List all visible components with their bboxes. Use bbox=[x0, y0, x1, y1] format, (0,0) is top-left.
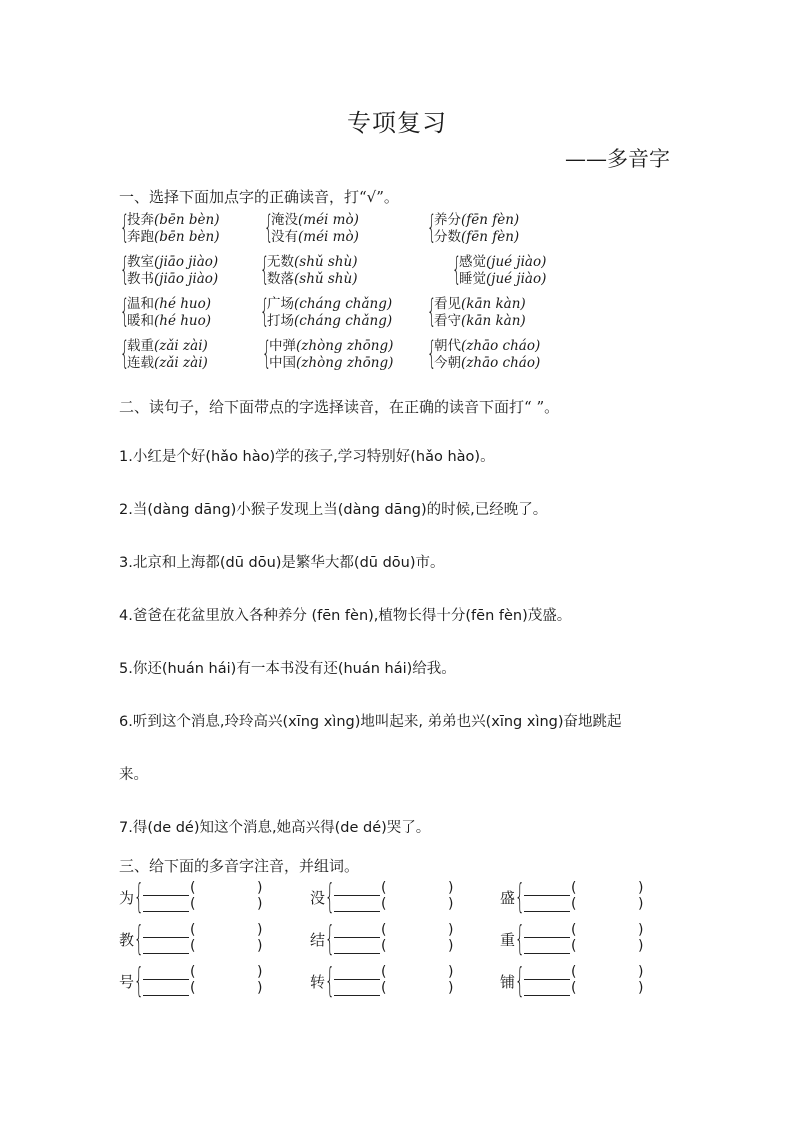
sentence-4: 4.爸爸在花盆里放入各种养分 (fēn fèn),植物长得十分(fēn fèn)茂盛。 bbox=[119, 608, 572, 624]
pinyin-options[interactable]: (zǎi zài) bbox=[154, 338, 208, 354]
polyphone-item bbox=[500, 961, 660, 1001]
pinyin-options[interactable]: (zǎi zài) bbox=[154, 355, 208, 371]
word-text: 睡觉 bbox=[459, 271, 486, 287]
word-line bbox=[122, 271, 218, 288]
word-text: 看见 bbox=[434, 296, 461, 312]
open-paren: ( bbox=[571, 880, 577, 896]
pinyin-options[interactable]: (hé huo) bbox=[154, 296, 212, 312]
word-line bbox=[262, 313, 392, 330]
answer-line[interactable] bbox=[143, 953, 189, 954]
word-line bbox=[122, 338, 208, 355]
word-text: 打场 bbox=[267, 313, 294, 329]
word-text: 没有 bbox=[271, 229, 298, 245]
word-line bbox=[266, 229, 359, 246]
close-paren: ) bbox=[638, 896, 644, 912]
word-group bbox=[260, 250, 358, 288]
word-text: 广场 bbox=[267, 296, 294, 312]
word-line bbox=[429, 212, 519, 229]
page-subtitle: ——多音字 bbox=[565, 147, 670, 171]
brace-icon: { bbox=[120, 334, 130, 372]
polyphone-char: 教 bbox=[119, 931, 135, 949]
polyphone-char: 盛 bbox=[500, 889, 516, 907]
brace-icon: { bbox=[134, 961, 144, 1001]
word-line bbox=[122, 229, 219, 246]
brace-icon: { bbox=[120, 208, 130, 246]
answer-line[interactable] bbox=[524, 895, 570, 896]
word-text: 教室 bbox=[127, 254, 154, 270]
word-line bbox=[454, 271, 546, 288]
word-group bbox=[262, 334, 394, 372]
sentence-1: 1.小红是个好(hǎo hào)学的孩子,学习特别好(hǎo hào)。 bbox=[119, 449, 495, 465]
word-text: 无数 bbox=[267, 254, 294, 270]
word-line bbox=[122, 212, 219, 229]
polyphone-item bbox=[310, 919, 470, 959]
word-group bbox=[452, 250, 547, 288]
word-text: 奔跑 bbox=[127, 229, 154, 245]
close-paren: ) bbox=[257, 922, 263, 938]
answer-line[interactable] bbox=[143, 937, 189, 938]
word-line bbox=[262, 296, 392, 313]
section3-heading: 三、给下面的多音字注音，并组词。 bbox=[119, 857, 360, 875]
word-text: 连载 bbox=[127, 355, 154, 371]
pinyin-options[interactable]: (jiāo jiào) bbox=[154, 254, 219, 270]
pinyin-options[interactable]: (hé huo) bbox=[154, 313, 212, 329]
pinyin-options[interactable]: (jiāo jiào) bbox=[154, 271, 219, 287]
word-text: 今朝 bbox=[434, 355, 461, 371]
word-text: 分数 bbox=[434, 229, 461, 245]
word-line bbox=[429, 229, 519, 246]
brace-icon: { bbox=[120, 292, 130, 330]
brace-icon: { bbox=[452, 250, 462, 288]
pinyin-options[interactable]: (cháng chǎng) bbox=[294, 296, 393, 312]
polyphone-item bbox=[500, 877, 660, 917]
open-paren: ( bbox=[190, 964, 196, 980]
word-line bbox=[122, 254, 218, 271]
close-paren: ) bbox=[448, 880, 454, 896]
close-paren: ) bbox=[448, 896, 454, 912]
close-paren: ) bbox=[638, 980, 644, 996]
brace-icon: { bbox=[262, 334, 272, 372]
word-text: 温和 bbox=[127, 296, 154, 312]
open-paren: ( bbox=[571, 938, 577, 954]
close-paren: ) bbox=[257, 896, 263, 912]
word-line bbox=[429, 338, 540, 355]
polyphone-char: 结 bbox=[310, 931, 326, 949]
pinyin-options[interactable]: (fēn fèn) bbox=[461, 212, 520, 228]
open-paren: ( bbox=[381, 896, 387, 912]
close-paren: ) bbox=[257, 964, 263, 980]
answer-line[interactable] bbox=[334, 995, 380, 996]
brace-icon: { bbox=[260, 292, 270, 330]
pinyin-options[interactable]: (zhòng zhōng) bbox=[296, 338, 394, 354]
pinyin-options[interactable]: (jué jiào) bbox=[486, 271, 547, 287]
word-text: 看守 bbox=[434, 313, 461, 329]
word-line bbox=[122, 313, 211, 330]
pinyin-options[interactable]: (kān kàn) bbox=[461, 296, 526, 312]
close-paren: ) bbox=[257, 980, 263, 996]
word-group bbox=[120, 208, 220, 246]
open-paren: ( bbox=[571, 964, 577, 980]
word-text: 投奔 bbox=[127, 212, 154, 228]
pinyin-options[interactable]: (bēn bèn) bbox=[154, 212, 220, 228]
word-group bbox=[120, 292, 212, 330]
word-text: 暖和 bbox=[127, 313, 154, 329]
brace-icon: { bbox=[515, 919, 525, 959]
open-paren: ( bbox=[571, 896, 577, 912]
pinyin-options[interactable]: (cháng chǎng) bbox=[294, 313, 393, 329]
pinyin-options[interactable]: (kān kàn) bbox=[461, 313, 526, 329]
pinyin-options[interactable]: (shǔ shù) bbox=[294, 254, 358, 270]
polyphone-item bbox=[119, 919, 279, 959]
section2-heading: 二、读句子，给下面带点的字选择读音，在正确的读音下面打“ ”。 bbox=[119, 398, 560, 416]
word-line bbox=[454, 254, 546, 271]
brace-icon: { bbox=[120, 250, 130, 288]
brace-icon: { bbox=[515, 877, 525, 917]
pinyin-options[interactable]: (fēn fèn) bbox=[461, 229, 520, 245]
pinyin-options[interactable]: (méi mò) bbox=[298, 212, 359, 228]
answer-line[interactable] bbox=[143, 911, 189, 912]
open-paren: ( bbox=[190, 880, 196, 896]
word-group bbox=[120, 250, 219, 288]
page-title: 专项复习 bbox=[347, 109, 447, 137]
word-group bbox=[264, 208, 359, 246]
open-paren: ( bbox=[381, 880, 387, 896]
pinyin-options[interactable]: (shǔ shù) bbox=[294, 271, 358, 287]
open-paren: ( bbox=[190, 980, 196, 996]
word-line bbox=[264, 338, 393, 355]
brace-icon: { bbox=[134, 919, 144, 959]
open-paren: ( bbox=[571, 980, 577, 996]
word-line bbox=[264, 355, 393, 372]
pinyin-options[interactable]: (zhāo cháo) bbox=[461, 338, 541, 354]
close-paren: ) bbox=[638, 922, 644, 938]
word-text: 淹没 bbox=[271, 212, 298, 228]
brace-icon: { bbox=[134, 877, 144, 917]
polyphone-item bbox=[310, 961, 470, 1001]
open-paren: ( bbox=[381, 938, 387, 954]
open-paren: ( bbox=[381, 922, 387, 938]
polyphone-item bbox=[119, 961, 279, 1001]
open-paren: ( bbox=[571, 922, 577, 938]
answer-line[interactable] bbox=[143, 979, 189, 980]
word-line bbox=[429, 355, 540, 372]
brace-icon: { bbox=[427, 334, 437, 372]
answer-line[interactable] bbox=[334, 937, 380, 938]
sentence-6: 6.听到这个消息,玲玲高兴(xīng xìng)地叫起来, 弟弟也兴(xīng xìng)奋地跳起 bbox=[119, 714, 622, 730]
answer-line[interactable] bbox=[334, 979, 380, 980]
close-paren: ) bbox=[448, 922, 454, 938]
brace-icon: { bbox=[427, 292, 437, 330]
answer-line[interactable] bbox=[524, 953, 570, 954]
close-paren: ) bbox=[448, 980, 454, 996]
word-group bbox=[427, 292, 526, 330]
close-paren: ) bbox=[257, 938, 263, 954]
answer-line[interactable] bbox=[143, 895, 189, 896]
word-line bbox=[429, 296, 526, 313]
word-text: 感觉 bbox=[459, 254, 486, 270]
word-group bbox=[427, 208, 520, 246]
answer-line[interactable] bbox=[524, 911, 570, 912]
word-text: 中国 bbox=[269, 355, 296, 371]
word-text: 养分 bbox=[434, 212, 461, 228]
polyphone-char: 重 bbox=[500, 931, 516, 949]
word-line bbox=[429, 313, 526, 330]
answer-line[interactable] bbox=[334, 953, 380, 954]
answer-line[interactable] bbox=[524, 937, 570, 938]
pinyin-options[interactable]: (bēn bèn) bbox=[154, 229, 220, 245]
sentence-6-cont: 来。 bbox=[119, 767, 148, 783]
word-text: 教书 bbox=[127, 271, 154, 287]
open-paren: ( bbox=[190, 938, 196, 954]
open-paren: ( bbox=[381, 980, 387, 996]
close-paren: ) bbox=[448, 964, 454, 980]
brace-icon: { bbox=[264, 208, 274, 246]
pinyin-options[interactable]: (zhòng zhōng) bbox=[296, 355, 394, 371]
answer-line[interactable] bbox=[334, 895, 380, 896]
answer-line[interactable] bbox=[524, 995, 570, 996]
word-group bbox=[260, 292, 393, 330]
close-paren: ) bbox=[257, 880, 263, 896]
word-line bbox=[122, 355, 208, 372]
word-text: 朝代 bbox=[434, 338, 461, 354]
brace-icon: { bbox=[325, 961, 335, 1001]
close-paren: ) bbox=[638, 964, 644, 980]
close-paren: ) bbox=[638, 938, 644, 954]
answer-line[interactable] bbox=[143, 995, 189, 996]
sentence-2: 2.当(dàng dāng)小猴子发现上当(dàng dāng)的时候,已经晚了。 bbox=[119, 502, 548, 518]
brace-icon: { bbox=[325, 919, 335, 959]
sentence-3: 3.北京和上海都(dū dōu)是繁华大都(dū dōu)市。 bbox=[119, 555, 445, 571]
brace-icon: { bbox=[260, 250, 270, 288]
pinyin-options[interactable]: (méi mò) bbox=[298, 229, 359, 245]
polyphone-item bbox=[310, 877, 470, 917]
polyphone-char: 为 bbox=[119, 889, 135, 907]
polyphone-item bbox=[500, 919, 660, 959]
word-group bbox=[427, 334, 541, 372]
polyphone-char: 转 bbox=[310, 973, 326, 991]
word-text: 载重 bbox=[127, 338, 154, 354]
close-paren: ) bbox=[448, 938, 454, 954]
pinyin-options[interactable]: (jué jiào) bbox=[486, 254, 547, 270]
open-paren: ( bbox=[381, 964, 387, 980]
pinyin-options[interactable]: (zhāo cháo) bbox=[461, 355, 541, 371]
word-text: 中弹 bbox=[269, 338, 296, 354]
answer-line[interactable] bbox=[524, 979, 570, 980]
polyphone-item bbox=[119, 877, 279, 917]
word-group bbox=[120, 334, 208, 372]
polyphone-char: 没 bbox=[310, 889, 326, 907]
brace-icon: { bbox=[427, 208, 437, 246]
close-paren: ) bbox=[638, 880, 644, 896]
brace-icon: { bbox=[325, 877, 335, 917]
answer-line[interactable] bbox=[334, 911, 380, 912]
word-line bbox=[262, 254, 357, 271]
sentence-5: 5.你还(huán hái)有一本书没有还(huán hái)给我。 bbox=[119, 661, 456, 677]
word-line bbox=[122, 296, 211, 313]
word-line bbox=[266, 212, 359, 229]
section1-heading: 一、选择下面加点字的正确读音，打“√”。 bbox=[119, 188, 399, 206]
open-paren: ( bbox=[190, 896, 196, 912]
word-text: 数落 bbox=[267, 271, 294, 287]
brace-icon: { bbox=[515, 961, 525, 1001]
open-paren: ( bbox=[190, 922, 196, 938]
polyphone-char: 号 bbox=[119, 973, 135, 991]
sentence-7: 7.得(de dé)知这个消息,她高兴得(de dé)哭了。 bbox=[119, 820, 431, 836]
polyphone-char: 铺 bbox=[500, 973, 516, 991]
word-line bbox=[262, 271, 357, 288]
